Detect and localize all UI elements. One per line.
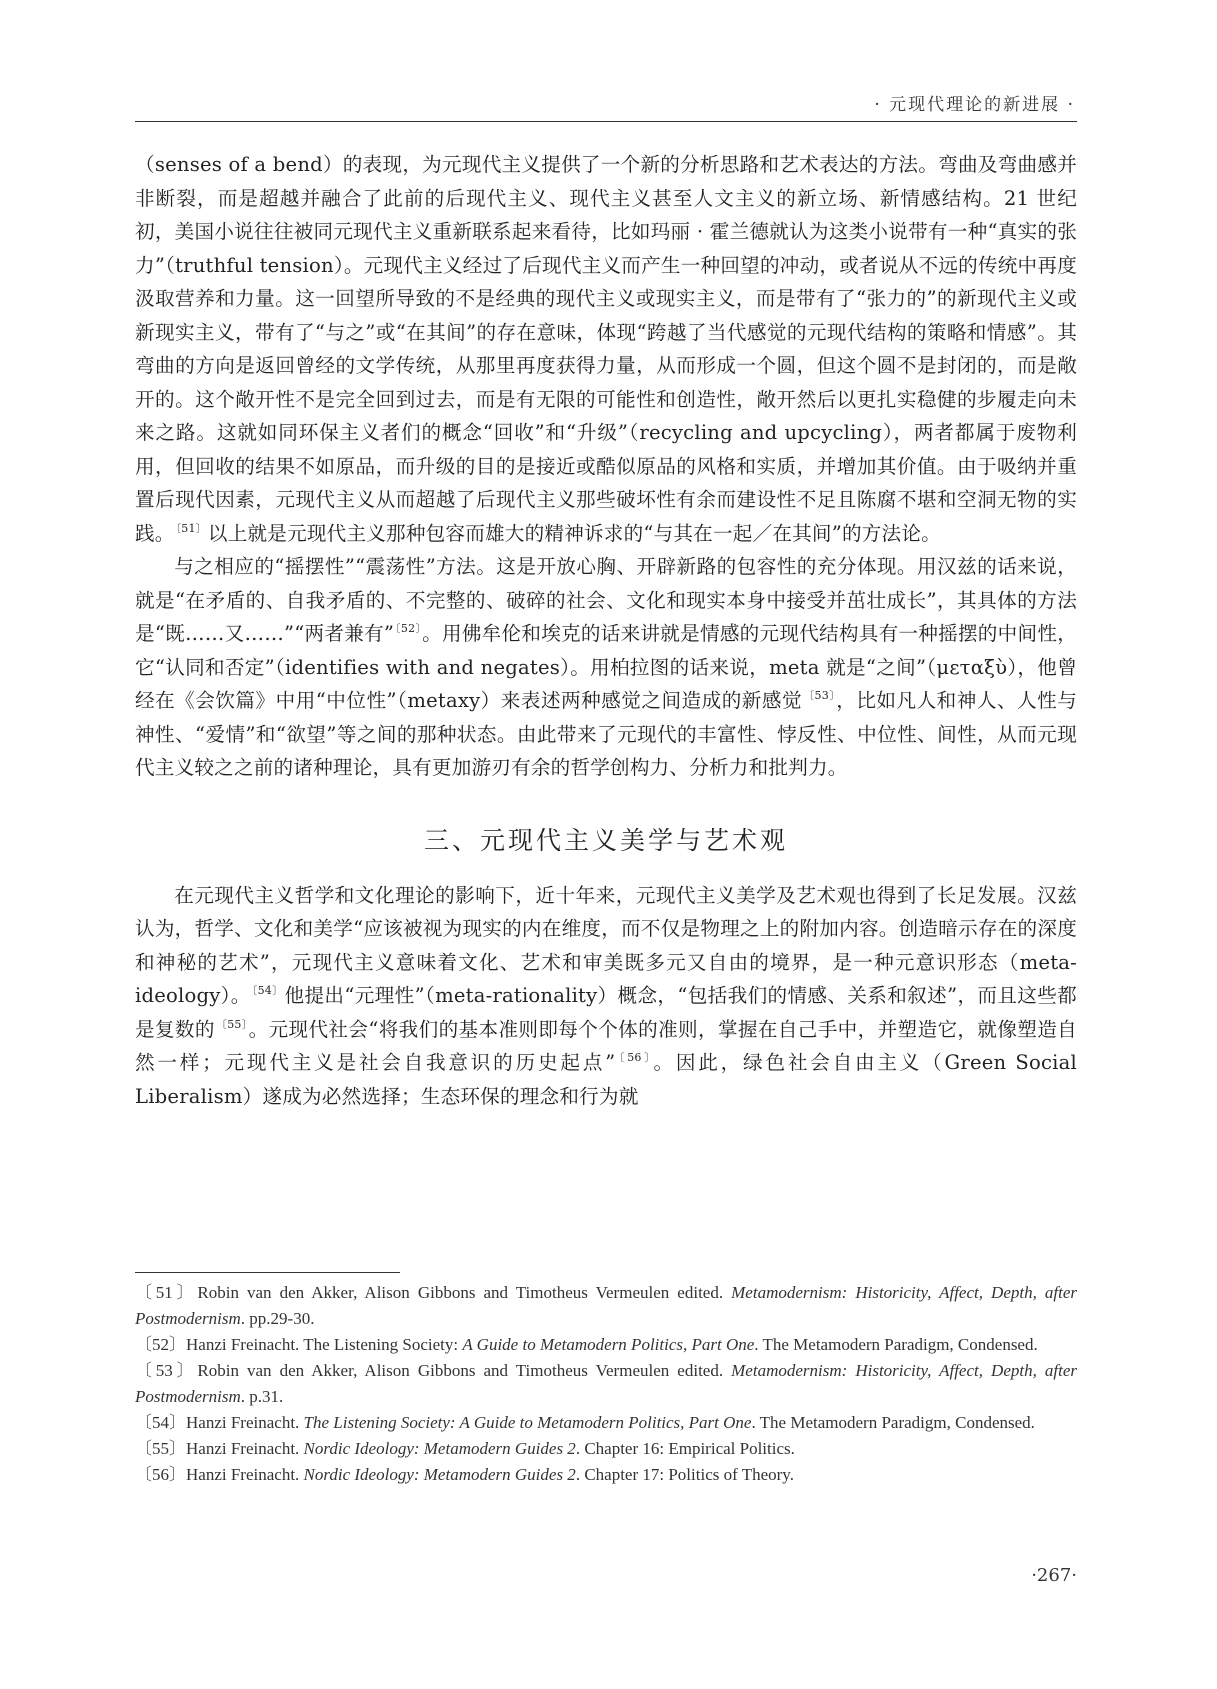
footnote-title: The Listening Society: A Guide to Metamodern Politics, Part One — [303, 1413, 752, 1432]
page-number: ·267· — [1031, 1565, 1077, 1586]
footnote-ref-56[interactable]: 〔56〕 — [616, 1051, 653, 1065]
footnote-text: . pp.29-30. — [240, 1309, 315, 1328]
paragraph-1-text-a: （senses of a bend）的表现，为元现代主义提供了一个新的分析思路和艺术表达的方法。弯曲及弯曲感并非断裂，而是超越并融合了此前的后现代主义、现代主义甚至人文主义的新立场、新情感结构。21 世纪初，美国小说往往被同元现代主义重新联系起来看待，比如玛丽 · 霍兰德就认为这类小说带有一种“真实的张力”（truthful tension）。元现代主义经过了后现代主义而产生一种回望的冲动，或者说从不远的传统中再度汲取营养和力量。这一回望所导致的不是经典的现代主义或现实主义，而是带有了“张力的”的新现代主义或新现实主义，带有了“与之”或“在其间”的存在意味，体现“跨越了当代感觉的元现代结构的策略和情感”。其弯曲的方向是返回曾经的文学传统，从那里再度获得力量，从而形成一个圆，但这个圆不是封闭的，而是敞开的。这个敞开性不是完全回到过去，而是有无限的可能性和创造性，敞开然后以更扎实稳健的步履走向未来之路。这就如同环保主义者们的概念“回收”和“升级”（recycling and upcycling），两者都属于废物利用，但回收的结果不如原品，而升级的目的是接近或酷似原品的风格和实质，并增加其价值。由于吸纳并重置后现代因素，元现代主义从而超越了后现代主义那些破坏性有余而建设性不足且陈腐不堪和空洞无物的实践。 — [135, 153, 1077, 545]
footnote-title: A Guide to Metamodern Politics, Part One — [462, 1335, 755, 1354]
footnote-text: Robin van den Akker, Alison Gibbons and Timotheus Vermeulen edited. — [197, 1361, 732, 1380]
footnote-text: Hanzi Freinacht. — [186, 1465, 304, 1484]
footnote-number: 〔56〕 — [135, 1465, 186, 1484]
footnote-text: . Chapter 16: Empirical Politics. — [575, 1439, 795, 1458]
paragraph-1-text-b: 以上就是元现代主义那种包容而雄大的精神诉求的“与其在一起／在其间”的方法论。 — [207, 521, 941, 545]
footnote-title: Nordic Ideology: Metamodern Guides 2 — [303, 1439, 576, 1458]
footnotes — [135, 1280, 1077, 1488]
footnote-52 — [135, 1332, 1077, 1358]
paragraph-2-text-b: 。用佛牟伦和埃克的话来讲就是情感的元现代结构具有一种摇摆的中间性，它“认同和否定”（identifies with and negates）。用柏拉图的话来说，meta 就是“之间”（μεταξὺ），他曾经在《会饮篇》中用“中位性”（metaxy）来表述两种感觉之间造成的新感觉 — [135, 622, 1077, 712]
footnote-number: 〔51〕 — [135, 1283, 198, 1302]
footnote-56 — [135, 1462, 1077, 1488]
paragraph-2-text-a: 与之相应的“摇摆性”“震荡性”方法。这是开放心胸、开辟新路的包容性的充分体现。用汉兹的话来说，就是“在矛盾的、自我矛盾的、不完整的、破碎的社会、文化和现实本身中接受并茁壮成长”，其具体的方法是“既……又……”“两者兼有” — [135, 555, 1077, 645]
footnote-text: Hanzi Freinacht. — [186, 1439, 304, 1458]
footnote-number: 〔54〕 — [135, 1413, 186, 1432]
footnote-rule — [135, 1272, 400, 1273]
footnote-ref-54[interactable]: 〔54〕 — [251, 984, 284, 998]
footnote-title: Metamodernism: Historicity, Affect, Depth, after Postmodernism — [135, 1361, 1077, 1406]
footnote-number: 〔55〕 — [135, 1439, 186, 1458]
footnote-text: Robin van den Akker, Alison Gibbons and Timotheus Vermeulen edited. — [197, 1283, 732, 1302]
footnote-title: Nordic Ideology: Metamodern Guides 2 — [303, 1465, 576, 1484]
footnote-ref-52[interactable]: 〔52〕 — [395, 622, 422, 636]
header-rule — [135, 121, 1077, 122]
footnote-title: Metamodernism: Historicity, Affect, Depth, after Postmodernism — [135, 1283, 1077, 1328]
paragraph-3-text-c: 。元现代社会“将我们的基本准则即每个个体的准则，掌握在自己手中，并塑造它，就像塑造自然一样；元现代主义是社会自我意识的历史起点” — [135, 1017, 1077, 1074]
paragraph-2 — [135, 550, 1077, 785]
paragraph-3-text-a: 在元现代主义哲学和文化理论的影响下，近十年来，元现代主义美学及艺术观也得到了长足发展。汉兹认为，哲学、文化和美学“应该被视为现实的内在维度，而不仅是物理之上的附加内容。创造暗示存在的深度和神秘的艺术”，元现代主义意味着文化、艺术和审美既多元又自由的境界，是一种元意识形态（meta-ideology）。 — [135, 883, 1077, 1007]
paragraph-3 — [135, 879, 1077, 1114]
footnote-text: . Chapter 17: Politics of Theory. — [575, 1465, 794, 1484]
footnote-text: . p.31. — [240, 1387, 284, 1406]
footnote-ref-53[interactable]: 〔53〕 — [803, 689, 836, 703]
paragraph-2-text-c: ，比如凡人和神人、人性与神性、“爱情”和“欲望”等之间的那种状态。由此带来了元现代的丰富性、悖反性、中位性、间性，从而元现代主义较之之前的诸种理论，具有更加游刃有余的哲学创构力、分析力和批判力。 — [135, 689, 1077, 779]
body-text — [135, 148, 1077, 1113]
footnote-text: . The Metamodern Paradigm, Condensed. — [754, 1335, 1038, 1354]
footnote-number: 〔52〕 — [135, 1335, 186, 1354]
footnote-51 — [135, 1280, 1077, 1332]
footnote-ref-51[interactable]: 〔51〕 — [175, 521, 207, 535]
footnote-text: . The Metamodern Paradigm, Condensed. — [751, 1413, 1035, 1432]
paragraph-1 — [135, 148, 1077, 550]
section-heading: 三、元现代主义美学与艺术观 — [423, 825, 788, 855]
footnote-text: Hanzi Freinacht. The Listening Society: — [186, 1335, 463, 1354]
running-header: · 元现代理论的新进展 · — [874, 95, 1075, 115]
footnote-number: 〔53〕 — [135, 1361, 198, 1380]
footnote-text: Hanzi Freinacht. — [186, 1413, 304, 1432]
paragraph-3-text-d: 。因此，绿色社会自由主义（Green Social Liberalism）遂成为必然选择；生态环保的理念和行为就 — [135, 1051, 1077, 1108]
paragraph-3-text-b: 他提出“元理性”（meta-rationality）概念，“包括我们的情感、关系和叙述”，而且这些都是复数的 — [135, 984, 1077, 1041]
footnote-ref-55[interactable]: 〔55〕 — [215, 1017, 248, 1031]
footnote-54 — [135, 1410, 1077, 1436]
footnote-53 — [135, 1358, 1077, 1410]
footnote-55 — [135, 1436, 1077, 1462]
